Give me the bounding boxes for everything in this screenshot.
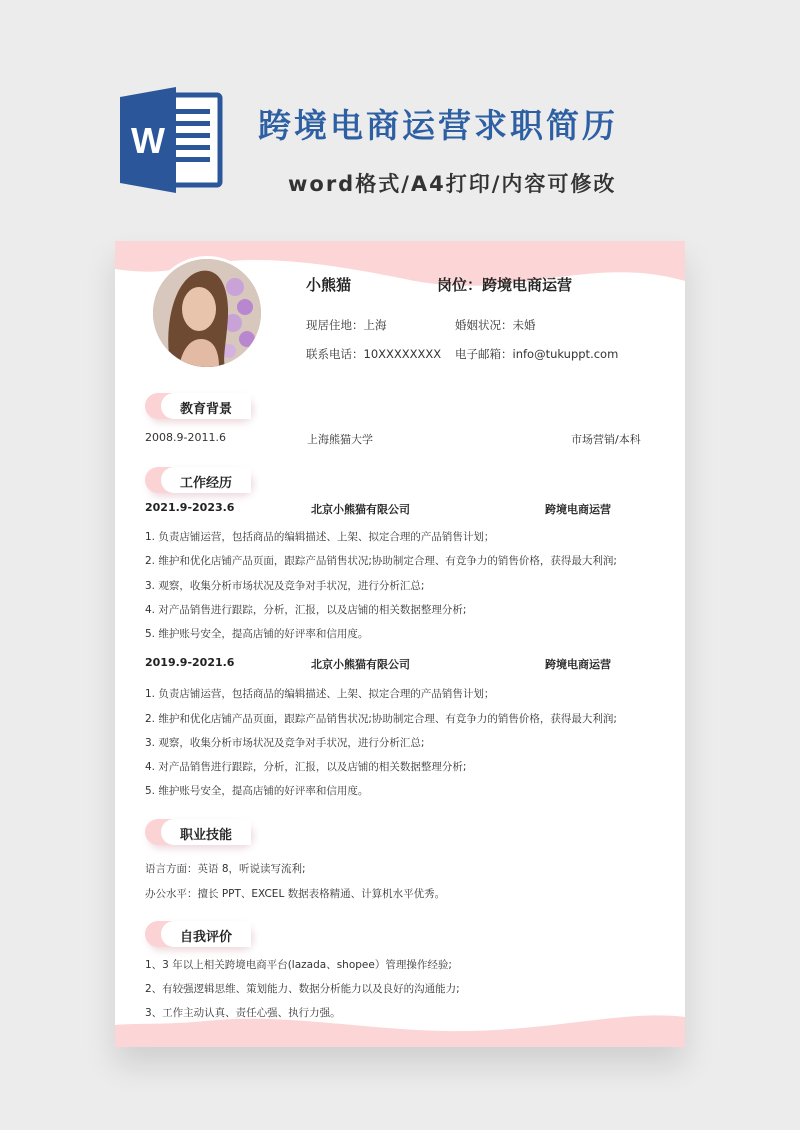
job-duty: 5. 维护账号安全，提高店铺的好评率和信用度。 — [145, 628, 369, 640]
position-label: 岗位：跨境电商运营 — [437, 276, 573, 294]
job-duty: 3. 观察，收集分析市场状况及竞争对手状况，进行分析汇总; — [145, 580, 425, 592]
self-evaluation-item: 2、有较强逻辑思维、策划能力、数据分析能力以及良好的沟通能力; — [145, 983, 460, 995]
section-self-evaluation — [145, 921, 251, 947]
job-role: 跨境电商运营 — [545, 658, 611, 671]
self-evaluation-item: 3、工作主动认真、责任心强、执行力强。 — [145, 1007, 341, 1019]
job-period: 2019.9-2021.6 — [145, 656, 235, 669]
word-icon-letter: W — [131, 120, 165, 161]
job-period: 2021.9-2023.6 — [145, 501, 235, 514]
candidate-name: 小熊猫 — [306, 276, 352, 294]
job-duty: 5. 维护账号安全，提高店铺的好评率和信用度。 — [145, 785, 369, 797]
word-icon — [120, 85, 228, 195]
education-major: 市场营销/本科 — [571, 433, 641, 446]
job-company: 北京小熊猫有限公司 — [311, 658, 410, 671]
phone-info: 联系电话：10XXXXXXXX — [306, 347, 442, 361]
banner-subtitle: word格式/A4打印/内容可修改 — [288, 172, 617, 196]
section-work-title: 工作经历 — [180, 476, 233, 491]
section-skills-title: 职业技能 — [180, 828, 233, 843]
section-education-title: 教育背景 — [180, 402, 233, 417]
job-role: 跨境电商运营 — [545, 503, 611, 516]
job-duty: 3. 观察，收集分析市场状况及竞争对手状况，进行分析汇总; — [145, 737, 425, 749]
banner-title: 跨境电商运营求职简历 — [258, 106, 618, 145]
resume-sheet — [115, 241, 685, 1047]
job-duty: 2. 维护和优化店铺产品页面，跟踪产品销售状况;协助制定合理、有竞争力的销售价格，获得最大利润; — [145, 555, 617, 567]
job-duty: 2. 维护和优化店铺产品页面，跟踪产品销售状况;协助制定合理、有竞争力的销售价格，获得最大利润; — [145, 713, 617, 725]
job-duty: 4. 对产品销售进行跟踪，分析，汇报，以及店铺的相关数据整理分析; — [145, 604, 467, 616]
section-self-evaluation-title: 自我评价 — [180, 930, 233, 945]
marital-info: 婚姻状况：未婚 — [455, 318, 536, 332]
section-skills — [145, 819, 251, 845]
skill-item: 语言方面：英语 8，听说读写流利; — [145, 863, 306, 875]
job-duty: 1. 负责店铺运营，包括商品的编辑描述、上架、拟定合理的产品销售计划； — [145, 688, 495, 700]
section-education — [145, 393, 251, 419]
self-evaluation-item: 1、3 年以上相关跨境电商平台(lazada、shopee）管理操作经验; — [145, 959, 452, 971]
job-duty: 4. 对产品销售进行跟踪，分析，汇报，以及店铺的相关数据整理分析; — [145, 761, 467, 773]
email-info: 电子邮箱：info@tukuppt.com — [455, 347, 619, 361]
skill-item: 办公水平：擅长 PPT、EXCEL 数据表格精通、计算机水平优秀。 — [145, 888, 446, 900]
location-info: 现居住地：上海 — [306, 318, 387, 332]
job-duty: 1. 负责店铺运营，包括商品的编辑描述、上架、拟定合理的产品销售计划； — [145, 531, 495, 543]
education-school: 上海熊猫大学 — [307, 433, 373, 446]
avatar — [150, 256, 264, 370]
section-work — [145, 467, 251, 493]
education-period: 2008.9-2011.6 — [145, 431, 226, 444]
job-company: 北京小熊猫有限公司 — [311, 503, 410, 516]
